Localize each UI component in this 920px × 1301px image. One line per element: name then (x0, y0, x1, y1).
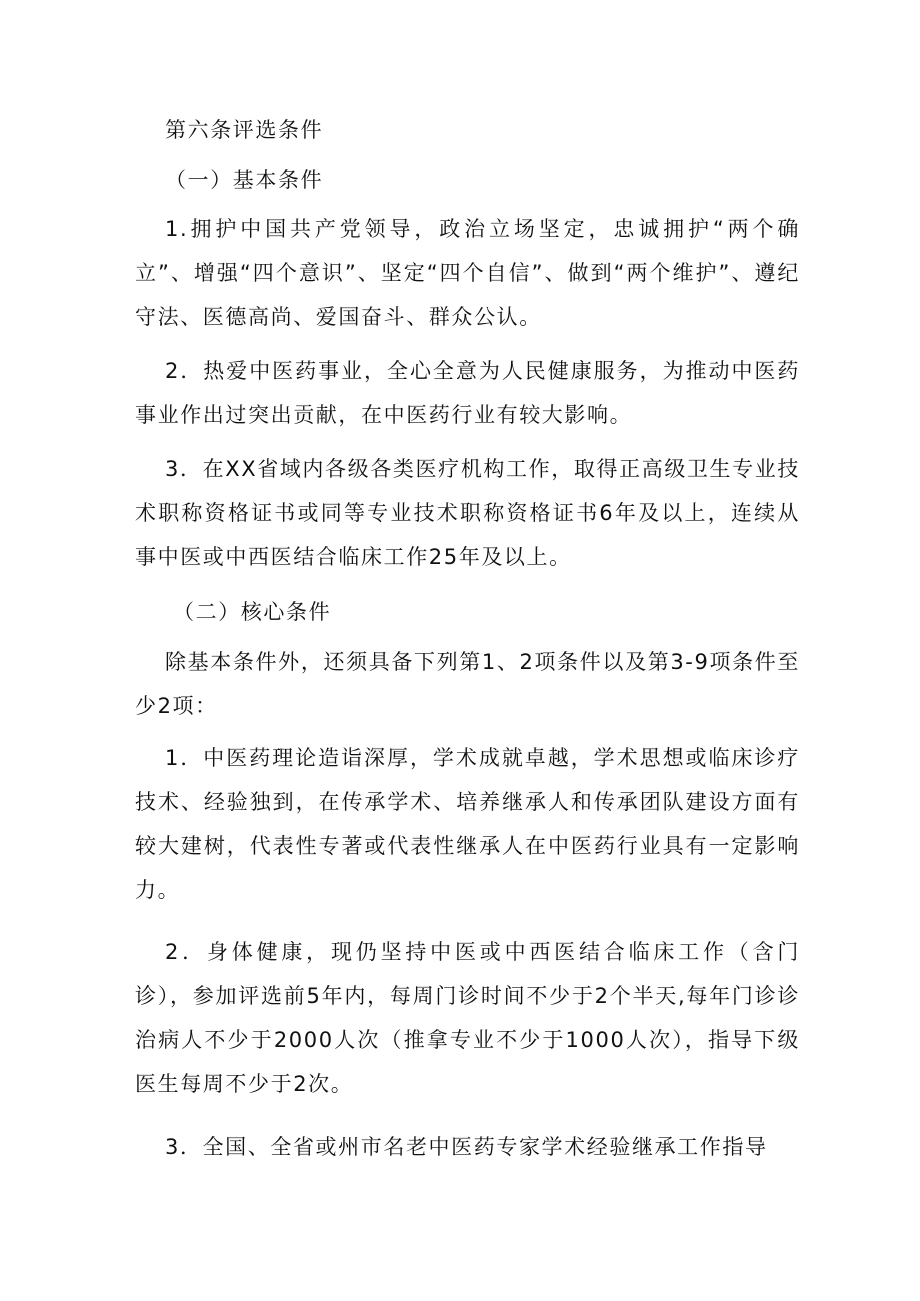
core-condition-intro: 除基本条件外，还须具备下列第1、2项条件以及第3-9项条件至少2项： (135, 650, 800, 718)
article-title: 第六条评选条件 (165, 118, 324, 142)
section-heading-basic: （一）基本条件 (165, 168, 324, 192)
core-condition-1: 1．中医药理论造诣深厚，学术成就卓越，学术思想或临床诊疗技术、经验独到，在传承学术、培养继承人和传承团队建设方面有较大建树，代表性专著或代表性继承人在中医药行业具有一定影响力。 (135, 746, 800, 902)
basic-condition-1: 1.拥护中国共产党领导，政治立场坚定，忠诚拥护“两个确立”、增强“四个意识”、坚定“四个自信”、做到“两个维护”、遵纪守法、医德高尚、爱国奋斗、群众公认。 (135, 217, 800, 329)
basic-condition-2: 2．热爱中医药事业，全心全意为人民健康服务，为推动中医药事业作出过突出贡献，在中医药行业有较大影响。 (135, 359, 800, 427)
core-condition-2: 2．身体健康，现仍坚持中医或中西医结合临床工作（含门诊），参加评选前5年内，每周门诊时间不少于2个半天,每年门诊诊治病人不少于2000人次（推拿专业不少于1000人次），指导下级医生每周不少于2次。 (135, 940, 800, 1096)
core-condition-3: 3．全国、全省或州市名老中医药专家学术经验继承工作指导 (165, 1135, 768, 1159)
basic-condition-3: 3．在XX省域内各级各类医疗机构工作，取得正高级卫生专业技术职称资格证书或同等专业技术职称资格证书6年及以上，连续从事中医或中西医结合临床工作25年及以上。 (135, 457, 800, 569)
section-heading-core: （二）核心条件 (173, 600, 332, 624)
